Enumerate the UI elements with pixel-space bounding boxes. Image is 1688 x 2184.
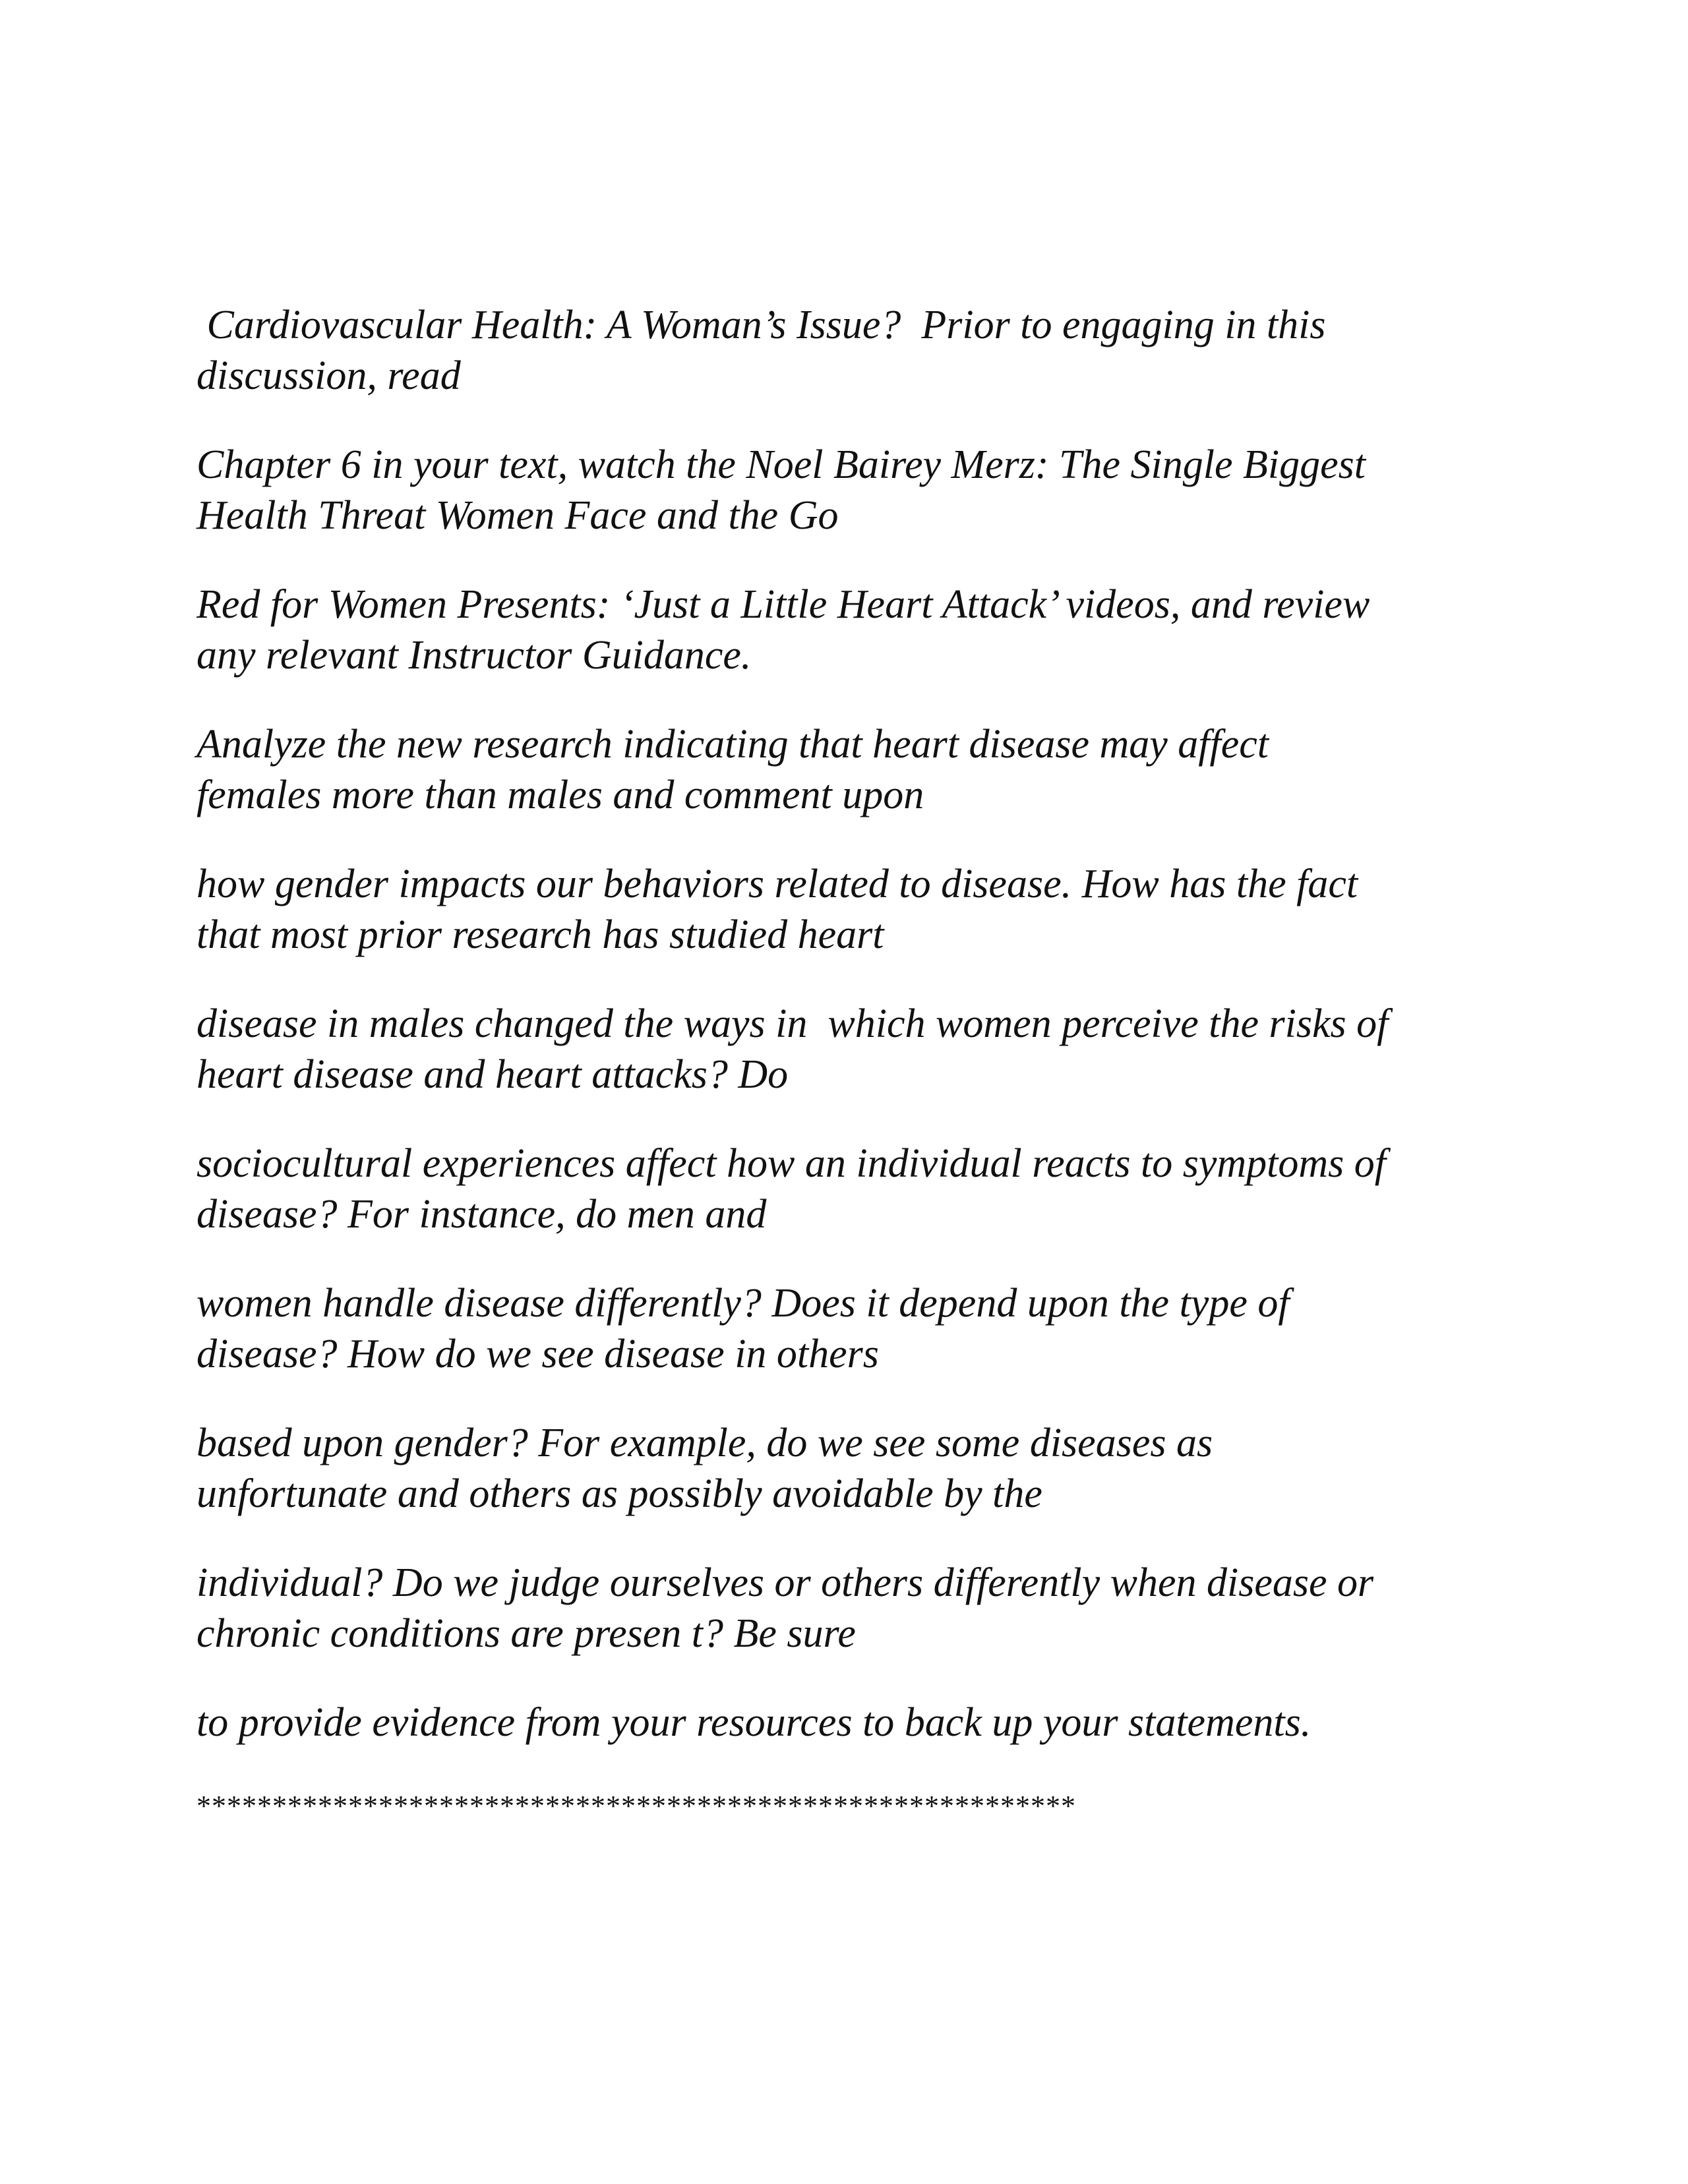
paragraph-10-line-1: individual? Do we judge ourselves or others differently when disease or xyxy=(196,1560,1374,1605)
paragraph-2-line-1: Chapter 6 in your text, watch the Noel Bairey Merz: The Single Biggest xyxy=(196,442,1366,487)
paragraph-1 xyxy=(196,300,1515,401)
paragraph-1-line-1: Cardiovascular Health: A Woman’s Issue? Prior to engaging in this xyxy=(196,303,1326,347)
paragraph-8 xyxy=(196,1278,1515,1380)
paragraph-5-line-1: how gender impacts our behaviors related to disease. How has the fact xyxy=(196,862,1358,906)
paragraph-5 xyxy=(196,859,1515,960)
paragraph-8-line-1: women handle disease differently? Does it depend upon the type of xyxy=(196,1281,1290,1326)
paragraph-7-line-2: disease? For instance, do men and xyxy=(196,1192,767,1237)
paragraph-2 xyxy=(196,440,1515,541)
paragraph-5-line-2: that most prior research has studied heart xyxy=(196,912,884,957)
paragraph-10 xyxy=(196,1558,1515,1659)
paragraph-3 xyxy=(196,579,1515,681)
paragraph-9 xyxy=(196,1418,1515,1520)
paragraph-11-line-1: to provide evidence from your resources to back up your statements. xyxy=(196,1700,1311,1745)
paragraph-8-line-2: disease? How do we see disease in others xyxy=(196,1332,879,1376)
paragraph-9-line-1: based upon gender? For example, do we see some diseases as xyxy=(196,1421,1213,1465)
paragraph-7-line-1: sociocultural experiences affect how an individual reacts to symptoms of xyxy=(196,1141,1386,1186)
asterisk-separator: ********************************************************** xyxy=(196,1790,1076,1822)
paragraph-10-line-2: chronic conditions are presen t? Be sure xyxy=(196,1611,856,1656)
paragraph-6 xyxy=(196,999,1515,1100)
paragraph-7 xyxy=(196,1138,1515,1240)
paragraph-4-line-1: Analyze the new research indicating that heart disease may affect xyxy=(196,722,1269,767)
paragraph-6-line-2: heart disease and heart attacks? Do xyxy=(196,1052,789,1097)
paragraph-2-line-2: Health Threat Women Face and the Go xyxy=(196,493,839,538)
document-body xyxy=(196,300,1515,1826)
paragraph-6-line-1: disease in males changed the ways in which women perceive the risks of xyxy=(196,1001,1389,1046)
paragraph-4-line-2: females more than males and comment upon xyxy=(196,773,924,817)
paragraph-3-line-2: any relevant Instructor Guidance. xyxy=(196,633,752,678)
paragraph-9-line-2: unfortunate and others as possibly avoidable by the xyxy=(196,1471,1042,1516)
paragraph-11 xyxy=(196,1697,1515,1748)
paragraph-1-line-2: discussion, read xyxy=(196,353,461,398)
paragraph-4 xyxy=(196,719,1515,821)
paragraph-3-line-1: Red for Women Presents: ‘Just a Little Heart Attack’ videos, and review xyxy=(196,582,1370,627)
